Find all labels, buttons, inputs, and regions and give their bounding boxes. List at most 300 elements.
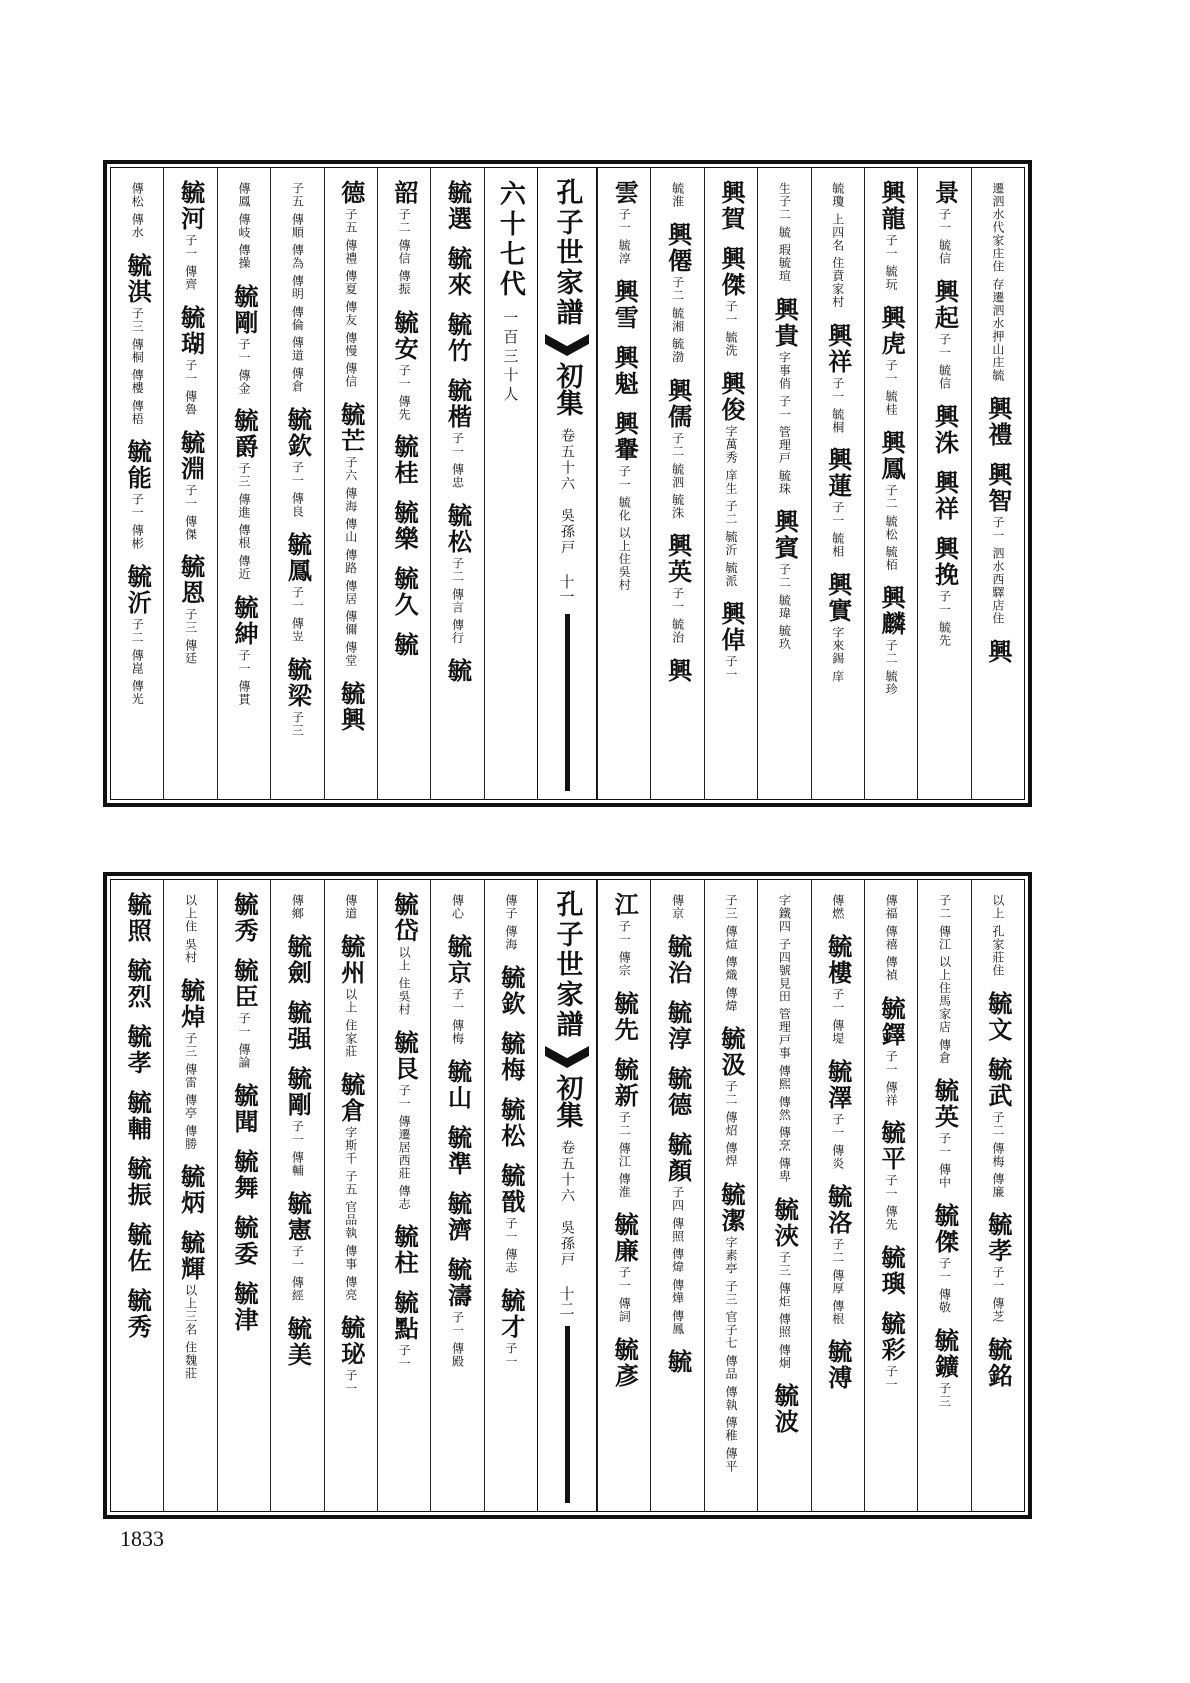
person-name: 毓紳	[229, 594, 259, 647]
genealogy-entry	[390, 434, 420, 487]
text-column	[270, 880, 323, 1511]
genealogy-entry	[289, 892, 305, 920]
person-name: 毓才	[496, 1287, 526, 1340]
genealogy-entry	[123, 1288, 153, 1340]
person-name: 毓爵	[229, 408, 259, 461]
genealogy-entry	[176, 180, 206, 291]
genealogy-entry	[663, 533, 693, 645]
person-name: 毓劍	[283, 934, 313, 986]
fishtail-mark	[545, 334, 589, 356]
genealogy-entry	[123, 252, 153, 426]
genealogy-entry	[877, 585, 907, 697]
text-column	[270, 168, 323, 799]
generation-count: 一百三十人	[501, 310, 520, 405]
person-name: 毓安	[390, 309, 420, 362]
genealogy-entry	[390, 1290, 420, 1371]
text-column	[111, 168, 163, 799]
person-name: 興起	[930, 278, 960, 331]
person-name: 毓彩	[877, 1311, 907, 1364]
entry-note: 子一 毓玩	[884, 234, 899, 291]
genealogy-entry	[229, 283, 259, 395]
genealogy-entry	[123, 892, 153, 944]
entry-note: 子二 傳梅 傳廉	[990, 1110, 1005, 1199]
entry-note: 字斯千 子五 官品執 傳事 傳亮	[343, 1125, 358, 1302]
person-name: 興禮	[983, 395, 1013, 448]
person-name: 毓河	[176, 180, 206, 232]
entry-note: 子一 傳魯	[183, 358, 198, 416]
genealogy-entry	[823, 1058, 853, 1170]
person-name: 毓剛	[283, 1066, 313, 1118]
entry-note: 子一 傳傑	[183, 483, 198, 541]
person-name: 毓珌	[336, 1315, 366, 1368]
genealogy-entry	[229, 892, 259, 944]
entry-note: 子一	[723, 655, 738, 682]
genealogy-entry	[930, 1203, 960, 1315]
entry-note: 子一	[503, 1341, 518, 1368]
entry-note: 子一 傳敬	[937, 1257, 952, 1315]
entry-note: 子三 傳雷 傳亭 傳勝	[183, 1031, 198, 1151]
person-name: 興倬	[716, 601, 746, 654]
person-name: 興賓	[770, 509, 800, 562]
person-name: 毓樓	[823, 934, 853, 986]
genealogy-entry	[930, 1078, 960, 1190]
genealogy-entry	[663, 658, 693, 685]
genealogy-entry	[123, 1156, 153, 1208]
genealogy-entry	[176, 554, 206, 666]
genealogy-entry	[283, 531, 313, 643]
genealogy-entry	[877, 1311, 907, 1392]
person-name: 毓點	[390, 1290, 420, 1343]
text-column	[704, 880, 757, 1511]
genealogy-entry	[716, 370, 746, 588]
genealogy-entry	[776, 892, 792, 1183]
entry-note: 子一 傳芝	[990, 1266, 1005, 1324]
person-name: 興麟	[877, 585, 907, 638]
entry-note: 傳松 傳水	[130, 182, 145, 239]
entry-note: 子二 傳崑 傳光	[130, 618, 145, 706]
genealogy-entry	[983, 1337, 1013, 1390]
genealogy-entry	[443, 378, 473, 489]
person-name: 毓剛	[229, 283, 259, 336]
genealogy-entry	[123, 958, 153, 1010]
genealogy-entry	[930, 535, 960, 647]
genealogy-entry	[830, 892, 846, 920]
entry-note: 子二 傳信 傳振	[397, 208, 412, 296]
chapter-label: 卷五十六 吳孫戸	[559, 428, 575, 556]
genealogy-entry	[343, 892, 359, 920]
person-name: 毓溥	[823, 1339, 853, 1392]
person-name: 毓秀	[123, 1288, 153, 1340]
person-name: 興俊	[716, 370, 746, 423]
genealogy-entry	[336, 934, 366, 1058]
page-number: 1833	[120, 1526, 164, 1551]
genealogy-entry	[823, 1339, 853, 1392]
genealogy-entry	[770, 509, 800, 651]
genealogy-entry	[229, 1214, 259, 1267]
text-column	[111, 880, 163, 1511]
person-name: 毓德	[663, 1066, 693, 1118]
person-name: 毓倉	[336, 1071, 366, 1124]
entry-note: 子一 傳齊	[183, 234, 198, 291]
genealogy-entry	[663, 1132, 693, 1336]
person-name: 毓能	[123, 439, 153, 492]
genealogy-entry	[663, 1349, 693, 1376]
entry-note: 子一 傳詞	[617, 1266, 632, 1324]
person-name: 毓澤	[823, 1058, 853, 1111]
person-name: 毓艮	[390, 1029, 420, 1082]
genealogy-entry	[776, 180, 792, 283]
genealogy-entry	[229, 594, 259, 706]
entry-note: 子一 傳貫	[236, 648, 251, 706]
entry-note: 子二 毓泗 毓洙	[670, 431, 685, 520]
genealogy-entry	[930, 278, 960, 390]
person-name: 毓楷	[443, 378, 473, 430]
person-name: 江	[610, 892, 640, 918]
genealogy-entry	[610, 180, 640, 265]
person-name: 毓	[390, 632, 420, 659]
person-name: 毓州	[336, 934, 366, 986]
genealogy-entry	[823, 934, 853, 1045]
genealogy-entry	[283, 1066, 313, 1177]
genealogy-entry	[336, 1071, 366, 1302]
genealogy-entry	[183, 892, 199, 964]
genealogy-entry	[610, 1337, 640, 1390]
genealogy-entry	[663, 222, 693, 364]
person-name: 毓舞	[229, 1148, 259, 1201]
text-column	[650, 168, 703, 799]
person-name: 興貴	[770, 296, 800, 349]
person-name: 毓岱	[390, 892, 420, 944]
entry-note: 子一 傳論	[236, 1012, 251, 1069]
person-name: 興儒	[663, 377, 693, 430]
entry-note: 字素亭 子三 官子七 傳品 傳執 傳稚 傳平	[723, 1236, 738, 1473]
person-name: 毓英	[930, 1078, 960, 1131]
person-name: 毓汲	[716, 1026, 746, 1079]
entry-note: 傳心	[450, 894, 465, 920]
entry-note: 子三	[937, 1382, 952, 1409]
text-column	[971, 880, 1024, 1511]
genealogy-entry	[503, 892, 519, 951]
entry-note: 子二 傳厚 傳根	[830, 1237, 845, 1326]
person-name: 毓濟	[443, 1190, 473, 1243]
entry-note: 子三 傳炬 傳照 傳炯	[777, 1250, 792, 1370]
fishtail-mark	[545, 1046, 589, 1068]
genealogy-entry	[823, 1183, 853, 1326]
genealogy-entry	[123, 1222, 153, 1274]
entry-note: 傳子 傳海	[503, 894, 518, 951]
entry-note: 傳道	[343, 894, 358, 920]
entry-note: 子一 毓信	[937, 332, 952, 390]
text-column	[757, 880, 810, 1511]
person-name: 興蓮	[823, 447, 853, 500]
genealogy-entry	[336, 680, 366, 733]
text-column	[484, 168, 537, 799]
entry-note: 以上 孔家莊住	[990, 894, 1005, 977]
person-name: 毓樂	[390, 500, 420, 553]
person-name: 毓孝	[123, 1024, 153, 1076]
entry-note: 以上住 吳村	[183, 894, 198, 964]
person-name: 毓淳	[663, 1000, 693, 1052]
entry-note: 傳京	[670, 894, 685, 920]
entry-note: 子二 傳言 傳行	[450, 556, 465, 645]
genealogy-entry	[443, 1190, 473, 1243]
person-name: 毓武	[983, 1056, 1013, 1109]
genealogy-entry	[877, 995, 907, 1107]
genealogy-entry	[610, 1056, 640, 1199]
genealogy-entry	[283, 934, 313, 986]
genealogy-entry	[877, 180, 907, 291]
leaf-number: 十二	[557, 1286, 576, 1316]
entry-note: 子二 傳江 傳淮	[617, 1110, 632, 1199]
person-name: 興實	[823, 572, 853, 625]
genealogy-entry	[390, 892, 420, 1016]
bottom-page-frame	[103, 872, 1032, 1519]
entry-note: 子三	[290, 710, 305, 737]
person-name: 毓興	[336, 680, 366, 733]
entry-note: 子三 傳進 傳根 傳近	[236, 462, 251, 581]
entry-note: 毓淮	[670, 182, 685, 208]
person-name: 毓梁	[283, 656, 313, 709]
genealogy-entry	[123, 564, 153, 706]
entry-note: 子五 傳順 傳為 傳明 傳倫 傳道 傳倉	[290, 182, 305, 393]
person-name: 毓銘	[983, 1337, 1013, 1390]
chapter-label: 卷五十六 吳孫戸	[559, 1140, 575, 1268]
entry-note: 子一 毓相	[830, 501, 845, 559]
person-name: 毓沂	[123, 564, 153, 617]
person-name: 毓京	[443, 934, 473, 986]
person-name: 毓淇	[123, 252, 153, 305]
person-name: 興魁	[610, 344, 640, 397]
genealogy-entry	[176, 977, 206, 1151]
genealogy-entry	[336, 402, 366, 667]
text-column	[597, 880, 650, 1511]
person-name: 興智	[983, 461, 1013, 514]
person-name: 興	[983, 638, 1013, 665]
person-name: 毓輝	[176, 1230, 206, 1283]
person-name: 毓文	[983, 990, 1013, 1043]
person-name: 毓選	[443, 180, 473, 232]
text-column	[484, 880, 537, 1511]
person-name: 毓欽	[496, 964, 526, 1017]
genealogy-entry	[443, 658, 473, 685]
person-name: 毓振	[123, 1156, 153, 1208]
text-column	[324, 168, 377, 799]
person-name: 毓傑	[930, 1203, 960, 1256]
entry-note: 傳鄉	[290, 894, 305, 920]
genealogy-entry	[236, 180, 252, 270]
genealogy-entry	[390, 500, 420, 553]
genealogy-entry	[716, 1182, 746, 1473]
book-title: 孔子世家譜	[551, 890, 583, 1040]
entry-note: 子一 泗水西驛店住	[990, 515, 1005, 625]
genealogy-entry	[663, 377, 693, 520]
text-column	[971, 168, 1024, 799]
entry-note: 以上 住吳村	[397, 946, 412, 1016]
genealogy-entry	[610, 892, 640, 977]
person-name: 毓	[443, 658, 473, 685]
person-name: 興洙	[930, 403, 960, 456]
genealogy-entry	[229, 1082, 259, 1135]
person-name: 毓波	[770, 1383, 800, 1436]
genealogy-entry	[129, 180, 145, 239]
genealogy-entry	[610, 344, 640, 397]
entry-note: 子三 傳廷	[183, 608, 198, 666]
entry-note: 子一 傳殿	[450, 1310, 465, 1368]
genealogy-entry	[496, 1162, 526, 1274]
entry-note: 子一 毓桐	[830, 376, 845, 434]
person-name: 毓强	[283, 1000, 313, 1052]
person-name: 德	[336, 180, 366, 206]
entry-note: 子一	[884, 1365, 899, 1392]
genealogy-entry	[770, 1383, 800, 1436]
entry-note: 子四 傳照 傳煒 傳燁 傳鳳	[670, 1186, 685, 1336]
entry-note: 子一 毓先	[937, 589, 952, 647]
person-name: 毓久	[390, 566, 420, 619]
person-name: 毓松	[443, 502, 473, 555]
genealogy-entry	[930, 403, 960, 456]
text-column	[163, 880, 216, 1511]
entry-note: 子一 傳炎	[830, 1112, 845, 1170]
entry-note: 子一 傳良	[290, 460, 305, 518]
entry-note: 子一 傳先	[884, 1174, 899, 1232]
genealogy-entry	[663, 1066, 693, 1118]
volume-label: 初集	[551, 362, 583, 416]
genealogy-entry	[670, 180, 686, 208]
genealogy-entry	[283, 1000, 313, 1052]
genealogy-entry	[670, 892, 686, 920]
genealogy-entry	[496, 964, 526, 1017]
person-name: 毓烈	[123, 958, 153, 1010]
genealogy-entry	[983, 461, 1013, 625]
text-column	[864, 880, 917, 1511]
genealogy-entry	[443, 1256, 473, 1368]
entry-note: 子一 毓桂	[884, 358, 899, 416]
genealogy-entry	[336, 180, 366, 389]
genealogy-entry	[990, 180, 1006, 382]
text-column	[650, 880, 703, 1511]
genealogy-entry	[663, 934, 693, 986]
person-name: 毓洛	[823, 1183, 853, 1236]
volume-label: 初集	[551, 1074, 583, 1128]
person-name: 興僊	[663, 222, 693, 274]
genealogy-entry	[390, 1029, 420, 1211]
genealogy-entry	[877, 1245, 907, 1298]
entry-note: 字事俏 子一 管理戸 毓珠	[777, 350, 792, 496]
person-name: 毓秀	[229, 892, 259, 944]
person-name: 毓顏	[663, 1132, 693, 1184]
genealogy-entry	[716, 601, 746, 682]
text-column	[704, 168, 757, 799]
person-name: 雲	[610, 180, 640, 206]
genealogy-entry	[877, 304, 907, 416]
person-name: 興虎	[877, 304, 907, 357]
entry-note: 傳燃	[830, 894, 845, 920]
entry-note: 子一 傳忠	[450, 432, 465, 489]
genealogy-entry	[283, 656, 313, 737]
entry-note: 子一 傳志	[503, 1216, 518, 1274]
person-name: 毓浹	[770, 1196, 800, 1249]
genealogy-entry	[983, 1056, 1013, 1199]
person-name: 毓柱	[390, 1224, 420, 1277]
person-name: 毓松	[496, 1096, 526, 1149]
text-column	[597, 168, 650, 799]
genealogy-entry	[930, 469, 960, 522]
person-name: 毓桂	[390, 434, 420, 487]
genealogy-entry	[443, 502, 473, 645]
person-name: 興祥	[823, 322, 853, 375]
genealogy-entry	[983, 638, 1013, 665]
person-name: 毓炳	[176, 1164, 206, 1217]
person-name: 毓新	[610, 1056, 640, 1109]
entry-note: 子一 傳梅	[450, 988, 465, 1045]
person-name: 毓鳳	[283, 531, 313, 584]
person-name: 毓焯	[176, 977, 206, 1030]
genealogy-entry	[449, 892, 465, 920]
text-column	[757, 168, 810, 799]
person-name: 毓津	[229, 1280, 259, 1333]
genealogy-entry	[229, 408, 259, 581]
genealogy-entry	[443, 934, 473, 1045]
genealogy-entry	[283, 1190, 313, 1302]
person-name: 毓照	[123, 892, 153, 944]
person-name: 興英	[663, 533, 693, 586]
text-column	[811, 168, 864, 799]
person-name: 毓孝	[983, 1212, 1013, 1265]
genealogy-entry	[610, 990, 640, 1043]
genealogy-entry	[229, 958, 259, 1069]
genealogy-entry	[770, 296, 800, 496]
text-column	[377, 168, 430, 799]
entry-note: 子一 傳宗	[617, 920, 632, 977]
person-name: 興龍	[877, 180, 907, 232]
genealogy-entry	[610, 1212, 640, 1324]
genealogy-entry	[930, 180, 960, 265]
genealogy-entry	[983, 1212, 1013, 1324]
genealogy-entry	[663, 1000, 693, 1052]
generation-heading: 六十七代	[495, 180, 526, 300]
genealogy-entry	[390, 566, 420, 619]
genealogy-entry	[930, 1328, 960, 1409]
entry-note: 子五 傳禮 傳夏 傳友 傳慢 傳信	[343, 208, 358, 389]
genealogy-entry	[883, 892, 899, 982]
person-name: 毓輔	[123, 1090, 153, 1142]
text-column	[163, 168, 216, 799]
person-name: 韶	[390, 180, 420, 206]
top-page-columns	[110, 167, 1025, 800]
person-name: 毓濤	[443, 1256, 473, 1309]
genealogy-entry	[496, 1096, 526, 1149]
entry-note: 以上三名 住魏莊	[183, 1284, 198, 1381]
center-gutter	[537, 168, 597, 799]
person-name: 毓委	[229, 1214, 259, 1267]
person-name: 興雪	[610, 278, 640, 331]
entry-note: 字來錫 庠	[830, 626, 845, 684]
gutter-rule	[565, 614, 570, 791]
entry-note: 子六 傳海 傳山 傳路 傳居 傳儞 傳堂	[343, 456, 358, 667]
top-page-frame	[103, 160, 1032, 807]
genealogy-entry	[176, 304, 206, 416]
text-column	[430, 880, 483, 1511]
text-column	[811, 880, 864, 1511]
genealogy-entry	[123, 439, 153, 551]
entry-note: 子一 毓治	[670, 587, 685, 645]
genealogy-entry	[877, 429, 907, 572]
entry-note: 子二 傳炤 傳焊	[723, 1080, 738, 1169]
entry-note: 傳鳳 傳岐 傳操	[236, 182, 251, 270]
person-name: 興祥	[930, 469, 960, 522]
genealogy-entry	[176, 1164, 206, 1217]
genealogy-entry	[443, 1058, 473, 1111]
